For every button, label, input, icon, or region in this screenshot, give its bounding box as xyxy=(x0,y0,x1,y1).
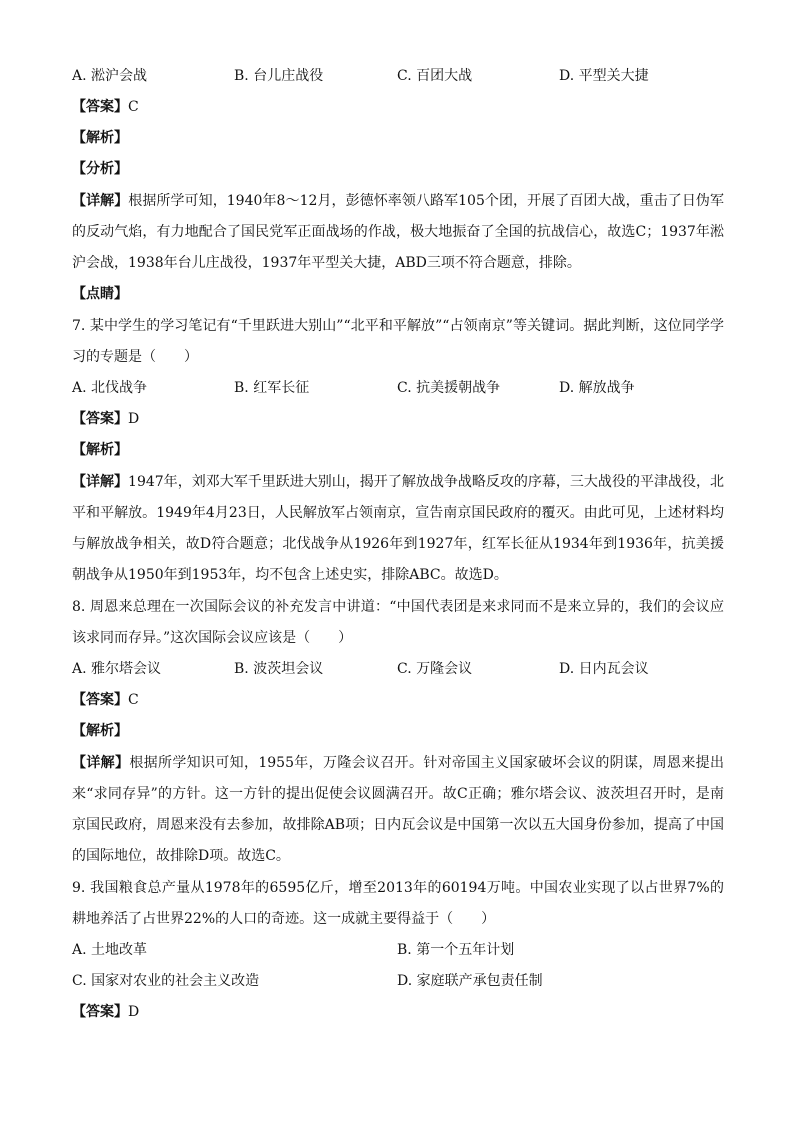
answer-tag: 【答案】 xyxy=(72,692,128,708)
q6-option-d: D. 平型关大捷 xyxy=(559,68,649,84)
q7-option-a: A. 北伐战争 xyxy=(72,380,148,396)
detail-text: 根据所学知识可知，1955年，万隆会议召开。针对帝国主义国家破坏会议的阴谋，周恩来提出来“求同存异”的方针。这一方针的提出促使会议圆满召开。故C正确；雅尔塔会议、波茨坦召开时，是南京国民政府，周恩来没有去参加，故排除AB项；日内瓦会议是中国第一次以五大国身份参加，提高了中国的国际地位，故排除D项。故选C。 xyxy=(72,755,724,864)
q8-option-b: B. 波茨坦会议 xyxy=(234,661,324,677)
q6-dianjing-tag: 【点睛】 xyxy=(72,286,128,302)
detail-tag: 【详解】 xyxy=(72,755,130,771)
q8-option-a: A. 雅尔塔会议 xyxy=(72,661,162,677)
q8-option-d: D. 日内瓦会议 xyxy=(559,661,649,677)
answer-value: D xyxy=(128,411,140,427)
q6-detail xyxy=(72,186,724,279)
answer-tag: 【答案】 xyxy=(72,1004,128,1020)
q8-detail xyxy=(72,748,724,872)
q8-option-c: C. 万隆会议 xyxy=(397,661,473,677)
q9-answer xyxy=(72,1002,139,1022)
answer-value: D xyxy=(128,1004,140,1020)
answer-tag: 【答案】 xyxy=(72,411,128,427)
detail-text: 根据所学可知，1940年8～12月，彭德怀率领八路军105个团，开展了百团大战，重击了日伪军的反动气焰，有力地配合了国民党军正面战场的作战，极大地振奋了全国的抗战信心，故选C；1937年淞沪会战，1938年台儿庄战役，1937年平型关大捷，ABD三项不符合题意，排除。 xyxy=(72,193,725,271)
q7-option-b: B. 红军长征 xyxy=(234,380,310,396)
q7-analysis-tag: 【解析】 xyxy=(72,442,128,458)
q6-analysis-tag: 【解析】 xyxy=(72,130,128,146)
answer-value: C xyxy=(128,692,139,708)
q8-stem: 8. 周恩来总理在一次国际会议的补充发言中讲道：“中国代表团是来求同而不是来立异的，我们的会议应该求同而存异。”这次国际会议应该是（ ） xyxy=(72,599,724,646)
q6-option-b: B. 台儿庄战役 xyxy=(234,68,324,84)
detail-tag: 【详解】 xyxy=(72,193,129,209)
q9-option-d: D. 家庭联产承包责任制 xyxy=(397,973,543,989)
q7-option-c: C. 抗美援朝战争 xyxy=(397,380,501,396)
q8-answer xyxy=(72,690,139,710)
q6-fenxi-tag: 【分析】 xyxy=(72,161,128,177)
q6-answer xyxy=(72,97,139,117)
q7-stem: 7. 某中学生的学习笔记有“千里跃进大别山”“北平和平解放”“占领南京”等关键词。据此判断，这位同学学习的专题是（ ） xyxy=(72,318,724,365)
q9-option-a: A. 土地改革 xyxy=(72,942,148,958)
detail-tag: 【详解】 xyxy=(72,474,129,490)
q9-stem: 9. 我国粮食总产量从1978年的6595亿斤，增至2013年的60194万吨。中国农业实现了以占世界7%的耕地养活了占世界22%的人口的奇迹。这一成就主要得益于（ ） xyxy=(72,880,724,927)
q7-answer xyxy=(72,409,139,429)
q6-option-c: C. 百团大战 xyxy=(397,68,473,84)
q7-option-d: D. 解放战争 xyxy=(559,380,635,396)
q8-analysis-tag: 【解析】 xyxy=(72,723,128,739)
answer-value: C xyxy=(128,99,139,115)
detail-text: 1947年，刘邓大军千里跃进大别山，揭开了解放战争战略反攻的序幕，三大战役的平津战役，北平和平解放。1949年4月23日，人民解放军占领南京，宣告南京国民政府的覆灭。由此可见，上述材料均与解放战争相关，故D符合题意；北伐战争从1926年到1927年，红军长征从1934年到1936年，抗美援朝战争从1950年到1953年，均不包含上述史实，排除ABC。故选D。 xyxy=(72,474,725,583)
answer-tag: 【答案】 xyxy=(72,99,128,115)
q6-option-a: A. 淞沪会战 xyxy=(72,68,148,84)
q9-option-c: C. 国家对农业的社会主义改造 xyxy=(72,973,260,989)
q9-option-b: B. 第一个五年计划 xyxy=(397,942,515,958)
q7-detail xyxy=(72,467,724,591)
